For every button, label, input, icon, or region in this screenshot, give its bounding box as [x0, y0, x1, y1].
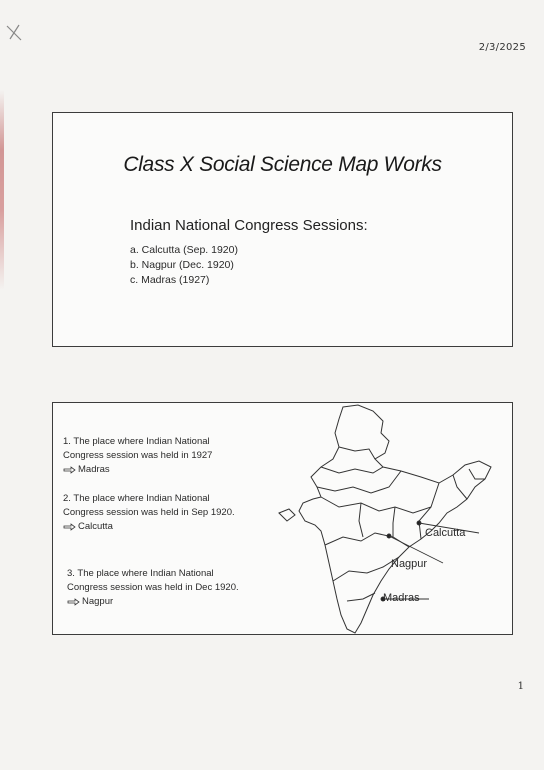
- state-border: [393, 507, 395, 537]
- date-stamp: 2/3/2025: [478, 42, 526, 53]
- state-border: [339, 447, 375, 459]
- session-list: [130, 243, 238, 288]
- state-border: [359, 503, 363, 537]
- state-border: [317, 471, 401, 493]
- india-map: [243, 403, 514, 636]
- arrow-right-icon: [67, 598, 80, 606]
- pen-mark-icon: [4, 22, 26, 44]
- state-border: [321, 483, 439, 513]
- nagpur-label: Nagpur: [391, 558, 428, 570]
- answer-text: Calcutta: [78, 521, 113, 532]
- state-border: [321, 467, 383, 473]
- state-border: [453, 475, 467, 499]
- session-item: a. Calcutta (Sep. 1920): [130, 244, 238, 256]
- calcutta-label: Calcutta: [425, 527, 466, 539]
- page-number: 1: [517, 681, 524, 692]
- question-block: [67, 567, 252, 609]
- session-item: c. Madras (1927): [130, 274, 210, 286]
- question-block: [63, 435, 248, 477]
- answer-line: [67, 595, 252, 609]
- question-text: 2. The place where Indian National Congress session was held in Sep 1920.: [63, 493, 235, 518]
- arrow-right-icon: [63, 523, 76, 531]
- island: [279, 509, 295, 521]
- title-slide: [52, 112, 513, 347]
- arrow-right-icon: [63, 466, 76, 474]
- session-item: b. Nagpur (Dec. 1920): [130, 259, 234, 271]
- answer-text: Madras: [78, 464, 110, 475]
- scan-edge-mark: [0, 90, 4, 290]
- question-block: [63, 492, 248, 534]
- map-work-slide: [52, 402, 513, 635]
- answer-line: [63, 463, 248, 477]
- slide-title: Class X Social Science Map Works: [123, 153, 442, 176]
- slide-subtitle: Indian National Congress Sessions:: [130, 217, 368, 234]
- question-text: 3. The place where Indian National Congress session was held in Dec 1920.: [67, 568, 239, 593]
- state-border: [469, 469, 485, 479]
- question-text: 1. The place where Indian National Congress session was held in 1927: [63, 436, 213, 461]
- answer-text: Nagpur: [82, 596, 114, 607]
- madras-label: Madras: [383, 592, 420, 604]
- answer-line: [63, 520, 248, 534]
